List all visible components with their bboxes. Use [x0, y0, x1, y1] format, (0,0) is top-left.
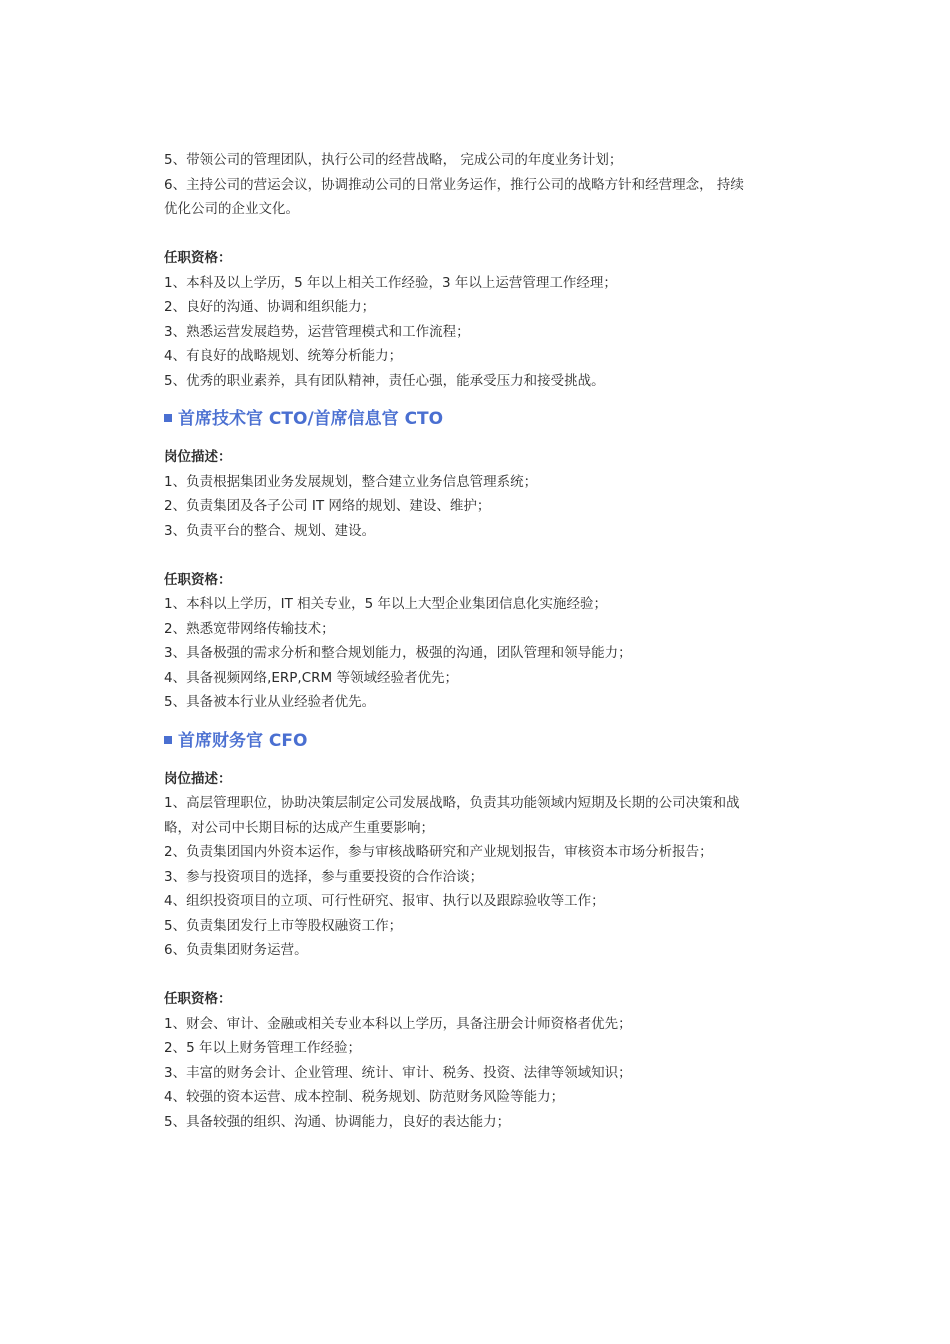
cfo-description-item: 2、负责集团国内外资本运作，参与审核战略研究和产业规划报告，审核资本市场分析报告； — [164, 844, 713, 860]
cto-description-item: 1、负责根据集团业务发展规划，整合建立业务信息管理系统； — [164, 473, 538, 490]
cfo-description-item: 5、负责集团发行上市等股权融资工作； — [164, 917, 403, 934]
coo-qualification-label: 任职资格： — [164, 250, 232, 266]
cfo-qualification-item: 2、5 年以上财务管理工作经验； — [164, 1040, 361, 1056]
cfo-description-item: 略，对公司中长期目标的达成产生重要影响； — [164, 819, 434, 836]
cfo-heading-text: 首席财务官 CFO — [178, 730, 308, 751]
cfo-qualification-label: 任职资格： — [164, 991, 232, 1007]
intro-line: 6、主持公司的营运会议，协调推动公司的日常业务运作，推行公司的战略方针和经营理念， 持续 — [164, 176, 744, 193]
cto-description-item: 3、负责平台的整合、规划、建设。 — [164, 522, 376, 539]
cto-qualification-item: 3、具备极强的需求分析和整合规划能力，极强的沟通，团队管理和领导能力； — [164, 645, 632, 661]
cto-description-item: 2、负责集团及各子公司 IT 网络的规划、建设、维护； — [164, 498, 491, 514]
cto-heading-text: 首席技术官 CTO/首席信息官 CTO — [178, 409, 444, 429]
cfo-qualification-item: 3、丰富的财务会计、企业管理、统计、审计、税务、投资、法律等领域知识； — [164, 1064, 632, 1081]
coo-qualification-item: 1、本科及以上学历，5 年以上相关工作经验，3 年以上运营管理工作经理； — [164, 274, 617, 291]
cto-qualification-item: 2、熟悉宽带网络传输技术； — [164, 620, 335, 637]
cfo-qualification-item: 1、财会、审计、金融或相关专业本科以上学历，具备注册会计师资格者优先； — [164, 1015, 632, 1032]
coo-qualification-item: 5、优秀的职业素养，具有团队精神，责任心强，能承受压力和接受挑战。 — [164, 372, 605, 389]
cto-section-heading — [164, 405, 804, 433]
intro-line: 优化公司的企业文化。 — [164, 201, 299, 217]
coo-qualification-item: 4、有良好的战略规划、统筹分析能力； — [164, 348, 403, 364]
cfo-qualification-item: 4、较强的资本运营、成本控制、税务规划、防范财务风险等能力； — [164, 1089, 565, 1105]
cfo-section-heading — [164, 727, 804, 755]
coo-qualification-item: 3、熟悉运营发展趋势，运营管理模式和工作流程； — [164, 323, 470, 340]
cto-description-label: 岗位描述： — [164, 449, 232, 465]
cfo-qualification-item: 5、具备较强的组织、沟通、协调能力，良好的表达能力； — [164, 1113, 511, 1130]
coo-qualification-item: 2、良好的沟通、协调和组织能力； — [164, 299, 376, 315]
intro-line: 5、带领公司的管理团队，执行公司的经营战略， 完成公司的年度业务计划； — [164, 152, 623, 168]
square-bullet-icon — [164, 736, 172, 744]
cfo-description-item: 3、参与投资项目的选择，参与重要投资的合作洽谈； — [164, 868, 484, 885]
document-body — [164, 148, 804, 1134]
cto-qualification-label: 任职资格： — [164, 571, 232, 588]
cto-qualification-item: 1、本科以上学历，IT 相关专业，5 年以上大型企业集团信息化实施经验； — [164, 596, 607, 612]
cfo-description-item: 4、组织投资项目的立项、可行性研究、报审、执行以及跟踪验收等工作； — [164, 893, 605, 909]
cto-qualification-item: 4、具备视频网络,ERP,CRM 等领域经验者优先； — [164, 669, 458, 686]
cfo-description-item: 1、高层管理职位，协助决策层制定公司发展战略，负责其功能领域内短期及长期的公司决策和战 — [164, 795, 740, 811]
cfo-description-item: 6、负责集团财务运营。 — [164, 942, 308, 958]
cto-qualification-item: 5、具备被本行业从业经验者优先。 — [164, 694, 376, 710]
square-bullet-icon — [164, 414, 172, 422]
cfo-description-label: 岗位描述： — [164, 770, 232, 787]
